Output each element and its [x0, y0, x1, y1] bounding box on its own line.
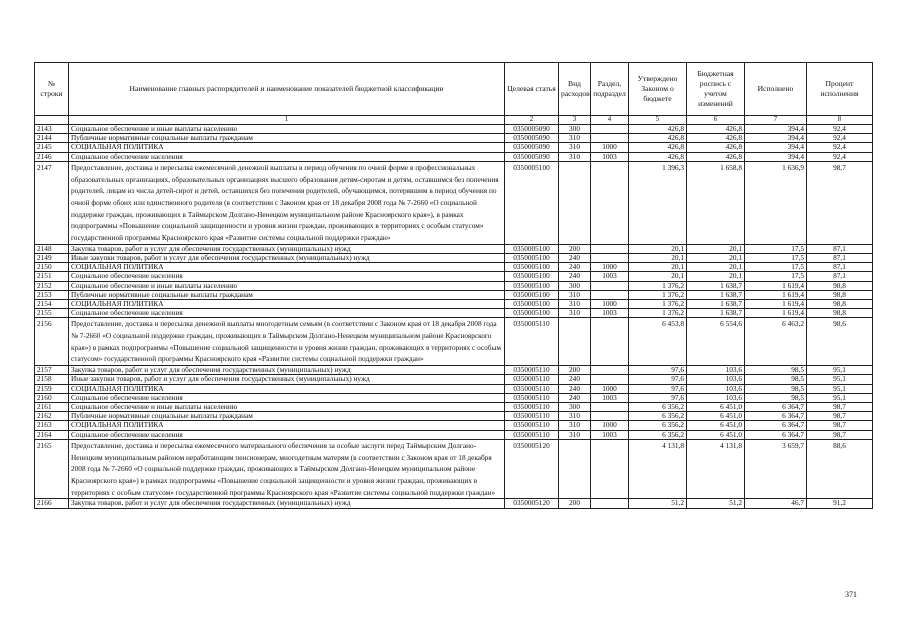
row-approved: 6 356,2 — [629, 412, 687, 421]
row-name: Предоставление, доставка и пересылка ежемесячного материального обеспечения за особые заслуги перед Таймырским Долгано-Ненецким муниципальным районом неработающим пенсионерам, многодетным матерям (в соответствии с Законом края от 18 декабря 2008 года № 7-2660 «О социальной поддержке граждан, проживающих в Таймырском Долгано-Ненецком муниципальном районе Красноярского края») в рамках подпрограммы «Повышение социальной защищенности и уровня жизни граждан, проживающих в территориях с особым статусом» государственной программы Красноярского края «Развитие системы социальной поддержки граждан» — [69, 439, 505, 499]
row-percent: 95,1 — [807, 366, 873, 375]
row-percent: 98,7 — [807, 421, 873, 430]
row-target-article: 0350005100 — [505, 299, 559, 308]
row-percent: 87,1 — [807, 244, 873, 253]
table-row — [35, 125, 873, 134]
row-budget-schedule: 20,1 — [687, 253, 745, 262]
row-section — [591, 412, 629, 421]
row-number: 2163 — [35, 421, 69, 430]
row-name: Закупка товаров, работ и услуг для обеспечения государственных (муниципальных) нужд — [69, 366, 505, 375]
row-target-article: 0350005110 — [505, 375, 559, 384]
row-expense-type — [559, 161, 591, 244]
row-percent: 92,4 — [807, 125, 873, 134]
row-section — [591, 253, 629, 262]
row-budget-schedule: 1 638,7 — [687, 290, 745, 299]
table-row — [35, 439, 873, 499]
row-budget-schedule: 6 451,0 — [687, 412, 745, 421]
row-section — [591, 134, 629, 143]
row-budget-schedule: 4 131,8 — [687, 439, 745, 499]
row-budget-schedule: 426,8 — [687, 125, 745, 134]
row-target-article: 0350005110 — [505, 412, 559, 421]
row-section — [591, 318, 629, 366]
table-row — [35, 253, 873, 262]
row-executed: 1 619,4 — [745, 309, 807, 318]
row-number: 2144 — [35, 134, 69, 143]
row-budget-schedule: 103,6 — [687, 384, 745, 393]
row-name: Социальное обеспечение и иные выплаты населению — [69, 125, 505, 134]
row-approved: 6 453,8 — [629, 318, 687, 366]
row-executed: 46,7 — [745, 499, 807, 508]
row-target-article: 0350005110 — [505, 318, 559, 366]
row-executed: 6 364,7 — [745, 402, 807, 411]
row-name: Предоставление, доставка и пересылка ежемесячной денежной выплаты в период обучения по очной форме в профессиональных образовательных организациях, образовательных организациях высшего образования детям-сиротам и детям, оставшимся без попечения родителей, лицам из числа детей-сирот и детей, оставшихся без попечения родителей, обучающимся, потерявшим в период обучения по очной форме обоих или единственного родителя (в соответствии с Законом края от 18 декабря 2008 года № 7-2660 «О социальной поддержке граждан, проживающих в Таймырском Долгано-Ненецком муниципальном районе Красноярского края»), в рамках подпрограммы «Повышение социальной защищенности и уровня жизни граждан, проживающих в территориях с особым статусом» государственной программы Красноярского края «Развитие системы социальной поддержки граждан» — [69, 161, 505, 244]
row-section — [591, 375, 629, 384]
row-approved: 20,1 — [629, 272, 687, 281]
table-row — [35, 402, 873, 411]
row-percent: 92,4 — [807, 152, 873, 161]
row-section: 1000 — [591, 421, 629, 430]
row-percent: 98,7 — [807, 412, 873, 421]
table-row — [35, 143, 873, 152]
row-percent: 98,8 — [807, 309, 873, 318]
row-budget-schedule: 51,2 — [687, 499, 745, 508]
row-percent: 88,6 — [807, 439, 873, 499]
header-name: Наименование главных распорядителей и наименование показателей бюджетной классификации — [69, 63, 505, 116]
table-row — [35, 281, 873, 290]
row-percent: 95,1 — [807, 375, 873, 384]
table-header-row — [35, 63, 873, 116]
row-number: 2157 — [35, 366, 69, 375]
row-percent: 87,1 — [807, 272, 873, 281]
table-row — [35, 152, 873, 161]
row-section: 1000 — [591, 143, 629, 152]
row-number: 2150 — [35, 263, 69, 272]
row-executed: 1 619,4 — [745, 299, 807, 308]
row-expense-type: 240 — [559, 253, 591, 262]
row-executed: 17,5 — [745, 244, 807, 253]
header-expense-type: Вид расходов — [559, 63, 591, 116]
header-executed: Исполнено — [745, 63, 807, 116]
header-section: Раздел, подраздел — [591, 63, 629, 116]
row-expense-type — [559, 439, 591, 499]
column-number: 5 — [629, 116, 687, 125]
table-row — [35, 421, 873, 430]
row-executed: 6 463,2 — [745, 318, 807, 366]
row-executed: 1 636,9 — [745, 161, 807, 244]
table-row — [35, 309, 873, 318]
row-target-article: 0350005100 — [505, 263, 559, 272]
table-row — [35, 366, 873, 375]
row-percent: 92,4 — [807, 143, 873, 152]
row-percent: 98,7 — [807, 402, 873, 411]
row-number: 2153 — [35, 290, 69, 299]
row-executed: 17,5 — [745, 253, 807, 262]
row-section — [591, 161, 629, 244]
table-body — [35, 125, 873, 509]
row-expense-type: 200 — [559, 366, 591, 375]
row-target-article: 0350005120 — [505, 499, 559, 508]
table-row — [35, 430, 873, 439]
row-percent: 98,7 — [807, 430, 873, 439]
row-section — [591, 290, 629, 299]
row-expense-type: 240 — [559, 263, 591, 272]
row-budget-schedule: 426,8 — [687, 143, 745, 152]
row-target-article: 0350005110 — [505, 366, 559, 375]
column-number: 3 — [559, 116, 591, 125]
row-executed: 394,4 — [745, 125, 807, 134]
row-approved: 20,1 — [629, 263, 687, 272]
table-row — [35, 318, 873, 366]
row-executed: 1 619,4 — [745, 290, 807, 299]
row-number: 2159 — [35, 384, 69, 393]
row-number: 2166 — [35, 499, 69, 508]
row-number: 2164 — [35, 430, 69, 439]
row-executed: 1 619,4 — [745, 281, 807, 290]
row-budget-schedule: 6 451,0 — [687, 421, 745, 430]
row-number: 2145 — [35, 143, 69, 152]
row-approved: 1 376,2 — [629, 290, 687, 299]
row-section: 1003 — [591, 393, 629, 402]
row-name: СОЦИАЛЬНАЯ ПОЛИТИКА — [69, 143, 505, 152]
row-expense-type: 310 — [559, 421, 591, 430]
row-name: Социальное обеспечение населения — [69, 152, 505, 161]
row-approved: 4 131,8 — [629, 439, 687, 499]
row-target-article: 0350005100 — [505, 244, 559, 253]
budget-table — [34, 62, 873, 509]
row-percent: 95,1 — [807, 393, 873, 402]
row-approved: 426,8 — [629, 143, 687, 152]
row-number: 2156 — [35, 318, 69, 366]
row-expense-type: 240 — [559, 375, 591, 384]
row-section: 1003 — [591, 152, 629, 161]
table-row — [35, 290, 873, 299]
row-approved: 426,8 — [629, 152, 687, 161]
column-number-row — [35, 116, 873, 125]
row-target-article: 0350005110 — [505, 421, 559, 430]
row-section — [591, 439, 629, 499]
row-percent: 98,8 — [807, 299, 873, 308]
row-expense-type: 200 — [559, 244, 591, 253]
table-row — [35, 299, 873, 308]
row-approved: 51,2 — [629, 499, 687, 508]
row-target-article: 0350005090 — [505, 134, 559, 143]
row-target-article: 0350005090 — [505, 143, 559, 152]
row-target-article: 0350005110 — [505, 384, 559, 393]
table-row — [35, 134, 873, 143]
row-budget-schedule: 6 451,0 — [687, 402, 745, 411]
row-number: 2147 — [35, 161, 69, 244]
row-section — [591, 499, 629, 508]
row-expense-type: 300 — [559, 402, 591, 411]
column-number: 1 — [69, 116, 505, 125]
row-executed: 394,4 — [745, 152, 807, 161]
row-section: 1000 — [591, 384, 629, 393]
row-expense-type — [559, 318, 591, 366]
row-expense-type: 310 — [559, 299, 591, 308]
row-expense-type: 240 — [559, 393, 591, 402]
row-executed: 17,5 — [745, 263, 807, 272]
table-row — [35, 244, 873, 253]
row-target-article: 0350005100 — [505, 290, 559, 299]
row-name: Публичные нормативные социальные выплаты гражданам — [69, 412, 505, 421]
row-executed: 98,5 — [745, 366, 807, 375]
row-expense-type: 310 — [559, 309, 591, 318]
row-target-article: 0350005100 — [505, 272, 559, 281]
table-row — [35, 161, 873, 244]
row-approved: 97,6 — [629, 393, 687, 402]
row-executed: 394,4 — [745, 134, 807, 143]
row-name: Социальное обеспечение населения — [69, 309, 505, 318]
row-target-article: 0350005110 — [505, 402, 559, 411]
row-target-article: 0350005100 — [505, 161, 559, 244]
row-expense-type: 200 — [559, 499, 591, 508]
row-approved: 1 376,2 — [629, 299, 687, 308]
row-percent: 95,1 — [807, 384, 873, 393]
row-name: Публичные нормативные социальные выплаты гражданам — [69, 290, 505, 299]
row-percent: 87,1 — [807, 263, 873, 272]
row-expense-type: 310 — [559, 290, 591, 299]
row-name: Социальное обеспечение населения — [69, 430, 505, 439]
row-executed: 17,5 — [745, 272, 807, 281]
row-executed: 394,4 — [745, 143, 807, 152]
header-target-article: Целевая статья — [505, 63, 559, 116]
row-approved: 1 376,2 — [629, 309, 687, 318]
row-expense-type: 310 — [559, 152, 591, 161]
row-executed: 98,5 — [745, 393, 807, 402]
row-target-article: 0350005110 — [505, 430, 559, 439]
row-percent: 91,2 — [807, 499, 873, 508]
row-expense-type: 310 — [559, 412, 591, 421]
row-percent: 98,8 — [807, 281, 873, 290]
row-section — [591, 244, 629, 253]
row-section: 1003 — [591, 272, 629, 281]
row-name: СОЦИАЛЬНАЯ ПОЛИТИКА — [69, 263, 505, 272]
row-name: Публичные нормативные социальные выплаты гражданам — [69, 134, 505, 143]
row-number: 2162 — [35, 412, 69, 421]
row-executed: 98,5 — [745, 375, 807, 384]
row-approved: 6 356,2 — [629, 430, 687, 439]
row-approved: 1 396,3 — [629, 161, 687, 244]
row-target-article: 0350005120 — [505, 439, 559, 499]
row-executed: 6 364,7 — [745, 421, 807, 430]
row-percent: 98,8 — [807, 290, 873, 299]
row-name: СОЦИАЛЬНАЯ ПОЛИТИКА — [69, 299, 505, 308]
row-approved: 97,6 — [629, 384, 687, 393]
row-number: 2161 — [35, 402, 69, 411]
column-number: 2 — [505, 116, 559, 125]
row-percent: 98,6 — [807, 318, 873, 366]
table-row — [35, 499, 873, 508]
row-executed: 3 659,7 — [745, 439, 807, 499]
row-section: 1003 — [591, 430, 629, 439]
row-number: 2165 — [35, 439, 69, 499]
budget-report-page — [34, 62, 872, 509]
row-expense-type: 310 — [559, 430, 591, 439]
row-executed: 6 364,7 — [745, 430, 807, 439]
row-approved: 426,8 — [629, 125, 687, 134]
row-target-article: 0350005090 — [505, 152, 559, 161]
row-budget-schedule: 1 638,7 — [687, 281, 745, 290]
row-name: Закупка товаров, работ и услуг для обеспечения государственных (муниципальных) нужд — [69, 244, 505, 253]
page-number: 371 — [845, 590, 857, 599]
row-approved: 6 356,2 — [629, 402, 687, 411]
row-executed: 6 364,7 — [745, 412, 807, 421]
row-name: Социальное обеспечение и иные выплаты населению — [69, 281, 505, 290]
row-budget-schedule: 6 554,6 — [687, 318, 745, 366]
row-name: Иные закупки товаров, работ и услуг для обеспечения государственных (муниципальных) нужд — [69, 253, 505, 262]
row-budget-schedule: 426,8 — [687, 134, 745, 143]
row-approved: 20,1 — [629, 244, 687, 253]
table-row — [35, 375, 873, 384]
row-name: Предоставление, доставка и пересылка денежной выплаты многодетным семьям (в соответствии с Законом края от 18 декабря 2008 года № 7-2660 «О социальной поддержке граждан, проживающих в Таймырском Долгано-Ненецком муниципальном районе Красноярского края») в рамках подпрограммы «Повышение социальной защищенности и уровня жизни граждан, проживающих в территориях с особым статусом» государственной программы Красноярского края «Развитие системы социальной поддержки граждан» — [69, 318, 505, 366]
row-approved: 97,6 — [629, 375, 687, 384]
column-number: 7 — [745, 116, 807, 125]
header-row-number: № строки — [35, 63, 69, 116]
row-budget-schedule: 1 638,7 — [687, 309, 745, 318]
row-name: СОЦИАЛЬНАЯ ПОЛИТИКА — [69, 421, 505, 430]
row-target-article: 0350005100 — [505, 253, 559, 262]
row-number: 2149 — [35, 253, 69, 262]
row-name: СОЦИАЛЬНАЯ ПОЛИТИКА — [69, 384, 505, 393]
row-number: 2160 — [35, 393, 69, 402]
row-name: Социальное обеспечение и иные выплаты населению — [69, 402, 505, 411]
row-section: 1000 — [591, 299, 629, 308]
row-name: Закупка товаров, работ и услуг для обеспечения государственных (муниципальных) нужд — [69, 499, 505, 508]
row-number: 2143 — [35, 125, 69, 134]
table-row — [35, 412, 873, 421]
row-section: 1000 — [591, 263, 629, 272]
row-budget-schedule: 103,6 — [687, 393, 745, 402]
table-row — [35, 393, 873, 402]
row-section — [591, 366, 629, 375]
row-section — [591, 281, 629, 290]
row-expense-type: 300 — [559, 125, 591, 134]
row-number: 2148 — [35, 244, 69, 253]
row-budget-schedule: 103,6 — [687, 366, 745, 375]
column-number: 4 — [591, 116, 629, 125]
row-approved: 6 356,2 — [629, 421, 687, 430]
row-name: Иные закупки товаров, работ и услуг для обеспечения государственных (муниципальных) нужд — [69, 375, 505, 384]
row-number: 2154 — [35, 299, 69, 308]
row-approved: 20,1 — [629, 253, 687, 262]
row-expense-type: 310 — [559, 143, 591, 152]
row-target-article: 0350005090 — [505, 125, 559, 134]
row-number: 2158 — [35, 375, 69, 384]
row-expense-type: 300 — [559, 281, 591, 290]
row-expense-type: 310 — [559, 134, 591, 143]
row-approved: 1 376,2 — [629, 281, 687, 290]
column-number: 6 — [687, 116, 745, 125]
row-expense-type: 240 — [559, 384, 591, 393]
column-number-empty — [35, 116, 69, 125]
header-budget-schedule: Бюджетная роспись с учетом изменений — [687, 63, 745, 116]
row-approved: 97,6 — [629, 366, 687, 375]
row-budget-schedule: 20,1 — [687, 263, 745, 272]
row-budget-schedule: 1 658,8 — [687, 161, 745, 244]
row-budget-schedule: 20,1 — [687, 244, 745, 253]
row-target-article: 0350005110 — [505, 393, 559, 402]
row-section — [591, 402, 629, 411]
row-expense-type: 240 — [559, 272, 591, 281]
row-budget-schedule: 103,6 — [687, 375, 745, 384]
header-approved: Утверждено Законом о бюджете — [629, 63, 687, 116]
row-budget-schedule: 6 451,0 — [687, 430, 745, 439]
row-section — [591, 125, 629, 134]
row-budget-schedule: 1 638,7 — [687, 299, 745, 308]
row-target-article: 0350005100 — [505, 309, 559, 318]
row-number: 2152 — [35, 281, 69, 290]
row-number: 2151 — [35, 272, 69, 281]
table-row — [35, 384, 873, 393]
row-approved: 426,8 — [629, 134, 687, 143]
table-row — [35, 272, 873, 281]
row-number: 2146 — [35, 152, 69, 161]
row-section: 1003 — [591, 309, 629, 318]
row-number: 2155 — [35, 309, 69, 318]
row-budget-schedule: 426,8 — [687, 152, 745, 161]
column-number: 8 — [807, 116, 873, 125]
row-percent: 87,1 — [807, 253, 873, 262]
row-budget-schedule: 20,1 — [687, 272, 745, 281]
header-percent: Процент исполнения — [807, 63, 873, 116]
row-percent: 92,4 — [807, 134, 873, 143]
row-target-article: 0350005100 — [505, 281, 559, 290]
row-name: Социальное обеспечение населения — [69, 272, 505, 281]
row-name: Социальное обеспечение населения — [69, 393, 505, 402]
table-row — [35, 263, 873, 272]
row-executed: 98,5 — [745, 384, 807, 393]
row-percent: 98,7 — [807, 161, 873, 244]
